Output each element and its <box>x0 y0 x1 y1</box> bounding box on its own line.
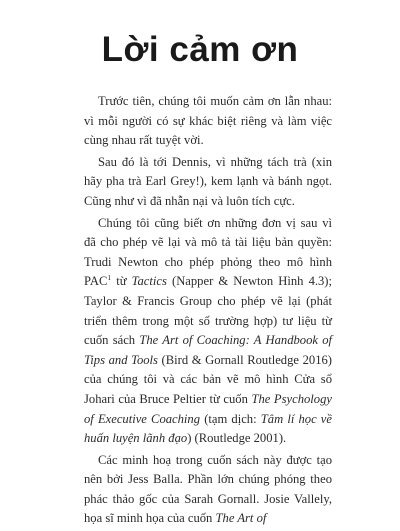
book-title-translation: Tâm lí học về huấn luyện lãnh đạo <box>84 411 332 446</box>
paragraph-2-text: Sau đó là tới Dennis, vì những tách trà (xin hãy pha trà Earl Grey!), kem lạnh và bánh ngọt. Cũng như vì đã nhẫn nại và luôn tích cực. <box>84 154 332 208</box>
footnote-marker: 1 <box>107 273 112 283</box>
paragraph-3-part-a: Chúng tôi cũng biết ơn những đơn vị sau vì đã cho phép vẽ lại và mô tả tài liệu bản quyền: Trudi Newton cho phép phỏng theo mô hình PAC <box>84 215 332 289</box>
book-title-psychology-executive-coaching: The Psychology of Executive Coaching <box>84 391 332 426</box>
paragraph-3-part-f: ) (Routledge 2001). <box>187 431 287 446</box>
paragraph-1 <box>84 92 332 151</box>
book-title-art-of-coaching: The Art of Coaching: A Handbook of Tips and Tools <box>84 333 333 367</box>
book-title-art-of: The Art of <box>215 511 267 526</box>
paragraph-4 <box>84 451 332 529</box>
paragraph-1-text: Trước tiên, chúng tôi muốn cảm ơn lẫn nhau: vì mỗi người có sự khác biệt riêng và làm việc cùng nhau rất tuyệt vời. <box>84 94 332 148</box>
paragraph-3-part-e: (tạm dịch: <box>200 411 261 426</box>
paragraph-3 <box>84 214 332 449</box>
body-text <box>84 92 332 531</box>
book-title-tactics: Tactics <box>131 274 167 289</box>
paragraph-3-part-b: từ <box>111 274 132 289</box>
paragraph-3-part-c: (Napper & Newton Hình 4.3); Taylor & Francis Group cho phép vẽ lại (phát triển thêm trong một số trường hợp) tư liệu từ cuốn sách <box>84 274 333 348</box>
paragraph-3-part-d: (Bird & Gornall Routledge 2016) của chúng tôi và các bản vẽ mô hình Cửa sổ Johari của Bruce Peltier từ cuốn <box>84 352 332 406</box>
page-title: Lời cảm ơn <box>101 30 299 69</box>
paragraph-2 <box>84 153 332 212</box>
paragraph-4-part-a: Các minh hoạ trong cuốn sách này được tạo nên bởi Jess Balla. Phần lớn chúng phóng theo phác thảo gốc của Sarah Gornall. Josie Vallely, họa sĩ minh họa của cuốn <box>84 452 332 526</box>
